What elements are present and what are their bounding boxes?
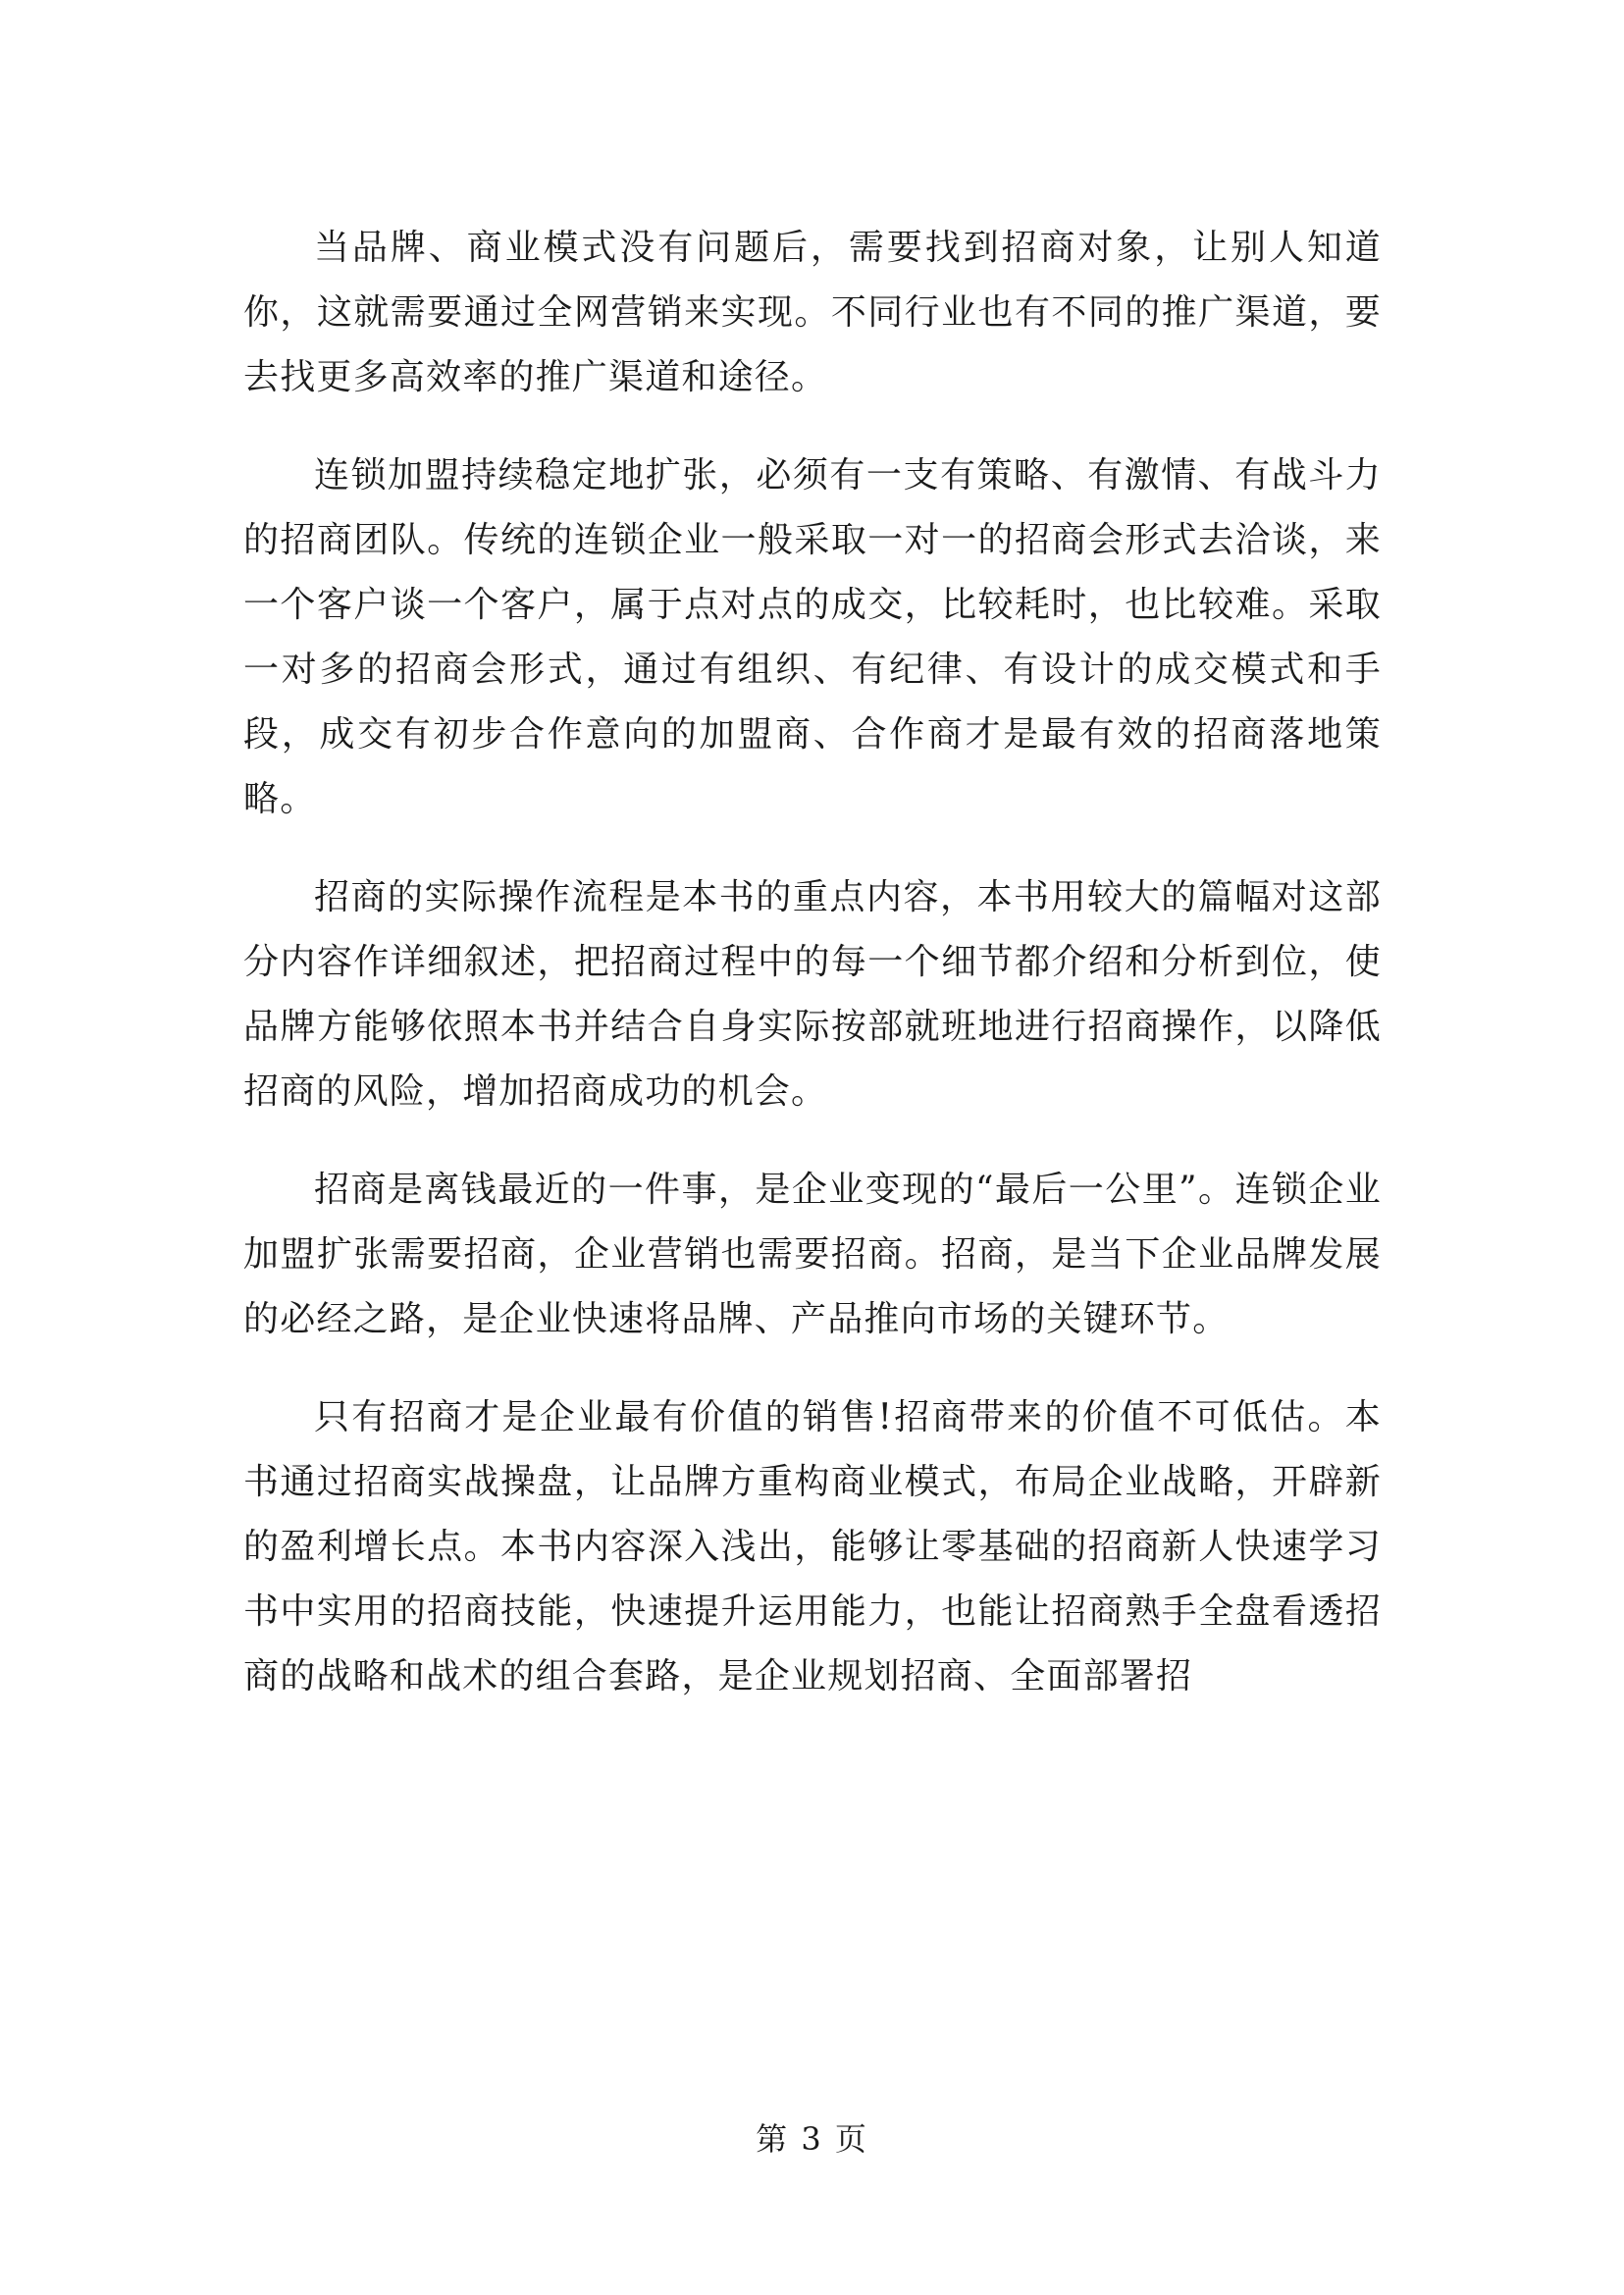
paragraph-3: 招商的实际操作流程是本书的重点内容，本书用较大的篇幅对这部分内容作详细叙述，把招商过程中的每一个细节都介绍和分析到位，使品牌方能够依照本书并结合自身实际按部就班地进行招商操作，以降低招商的风险，增加招商成功的机会。	[243, 877, 1382, 1112]
paragraph-2: 连锁加盟持续稳定地扩张，必须有一支有策略、有激情、有战斗力的招商团队。传统的连锁企业一般采取一对一的招商会形式去洽谈，来一个客户谈一个客户，属于点对点的成交，比较耗时，也比较难。采取一对多的招商会形式，通过有组织、有纪律、有设计的成交模式和手段，成交有初步合作意向的加盟商、合作商才是最有效的招商落地策略。	[243, 455, 1382, 819]
paragraph-4: 招商是离钱最近的一件事，是企业变现的“最后一公里”。连锁企业加盟扩张需要招商，企业营销也需要招商。招商，是当下企业品牌发展的必经之路，是企业快速将品牌、产品推向市场的关键环节。	[243, 1170, 1382, 1339]
paragraph-5: 只有招商才是企业最有价值的销售!招商带来的价值不可低估。本书通过招商实战操盘，让品牌方重构商业模式，布局企业战略，开辟新的盈利增长点。本书内容深入浅出，能够让零基础的招商新人快速学习书中实用的招商技能，快速提升运用能力，也能让招商熟手全盘看透招商的战略和战术的组合套路，是企业规划招商、全面部署招	[243, 1397, 1382, 1696]
page-body	[243, 216, 1382, 1743]
page-number-footer: 第 3 页	[756, 2120, 868, 2158]
paragraph-1: 当品牌、商业模式没有问题后，需要找到招商对象，让别人知道你，这就需要通过全网营销来实现。不同行业也有不同的推广渠道，要去找更多高效率的推广渠道和途径。	[243, 228, 1382, 397]
